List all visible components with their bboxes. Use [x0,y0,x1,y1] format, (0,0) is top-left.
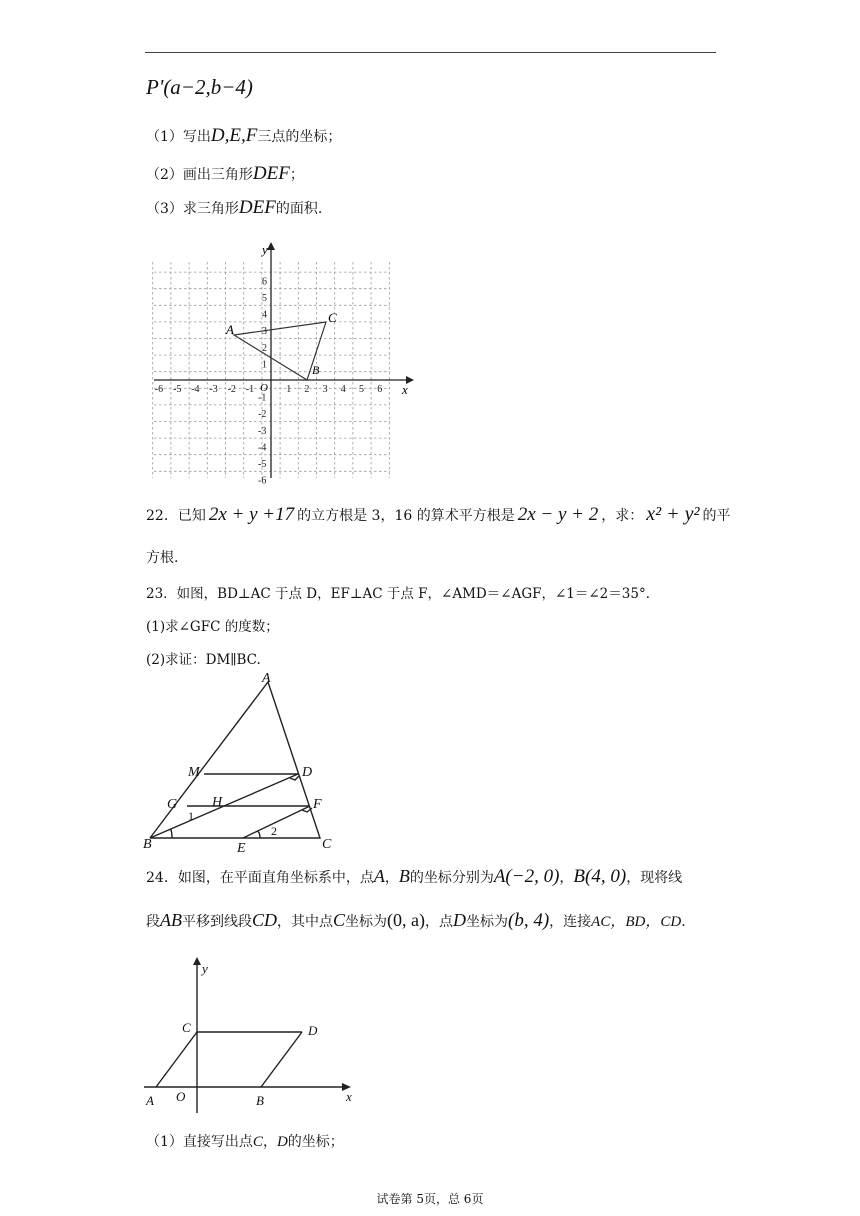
label-g: G [167,797,178,812]
x-tick-label: -6 [154,384,164,395]
x-tick-label: -2 [227,384,236,395]
q24-line2: 段AB平移到线段CD，其中点C坐标为(0, a)，点D坐标为(b, 4)，连接AC，BD，CD. [146,910,686,931]
geometry-triangle-figure [140,670,340,852]
y-tick-label: -4 [258,442,267,454]
q23-part1: (1)求∠GFC 的度数； [146,619,279,635]
q22-line2: 方根. [146,550,179,566]
y-axis-arrow [267,242,275,250]
y-axis-arrow [193,957,201,965]
x-tick-label: -5 [173,384,182,395]
triangle-abc-outline [150,682,320,838]
label-m: M [188,765,200,780]
q21-part3: （3）求三角形DEF的面积. [146,197,323,218]
point-a-label: A [226,322,234,337]
x-tick-label: 4 [340,384,346,395]
y-tick-label: 4 [262,309,267,321]
x-label: x [346,1089,352,1104]
q24-line1: 24．如图，在平面直角坐标系中，点A，B的坐标分别为A(−2, 0)，B(4, 0)，现将线 [146,866,683,887]
q24-part1: （1）直接写出点C，D的坐标； [146,1134,344,1150]
label-a: A [262,671,271,686]
x-tick-label: -3 [209,384,218,395]
label-f: F [313,797,322,812]
label-o: O [176,1089,186,1104]
y-tick-label: 6 [262,276,267,288]
y-tick-label: -2 [258,409,267,421]
q21-part2: （2）画出三角形DEF； [146,163,304,184]
label-b: B [143,837,152,852]
x-tick-label: -4 [191,384,200,395]
x-tick-label: -1 [245,384,255,395]
y-tick-label: -6 [258,475,267,486]
point-c-label: C [328,310,337,325]
coordinate-grid-figure [140,228,420,486]
y-axis-label: y [262,242,268,257]
y-tick-label: 5 [262,293,267,304]
angle-1-arc [170,829,172,838]
q23-part2: (2)求证：DM∥BC. [146,652,261,668]
x-tick-label: 5 [359,384,364,395]
q22-line1: 22．已知 2x + y +17 的立方根是 3，16 的算术平方根是 2x − y + 2 ，求： x² + y² 的平 [146,503,731,525]
x-tick-label: 2 [304,384,310,395]
y-tick-label: 2 [262,342,267,354]
label-d: D [308,1023,318,1038]
parallelogram-figure [140,955,370,1113]
x-axis-label: x [402,382,408,397]
label-c: C [182,1020,191,1035]
angle-1-label: 1 [188,809,194,823]
y-tick-label: -3 [258,425,267,437]
angle-2-label: 2 [271,824,277,838]
x-tick-label: 1 [286,384,292,395]
label-b: B [256,1093,264,1108]
header-expression: P'(a−2,b−4) [146,75,253,99]
y-tick-label: -1 [258,392,267,404]
origin-label: O [260,382,268,394]
x-tick-label: 6 [377,384,383,395]
x-tick-label: 3 [322,384,328,395]
y-label: y [202,961,208,976]
y-tick-label: 3 [262,326,267,338]
y-tick-label: -5 [258,459,267,470]
page-footer: 试卷第 5页，总 6页 [376,1192,484,1206]
segment-bd [261,1032,302,1087]
y-tick-label: 1 [262,359,267,371]
q23-line1: 23．如图，BD⊥AC 于点 D，EF⊥AC 于点 F，∠AMD＝∠AGF，∠1＝∠2＝35°． [146,586,660,602]
point-b-label: B [312,363,320,377]
q21-part1: （1）写出D,E,F三点的坐标； [146,125,342,146]
segment-ac [156,1032,197,1087]
label-e: E [237,841,246,852]
label-h: H [212,795,223,810]
label-c: C [322,837,332,852]
header-rule [145,52,716,53]
label-a: A [146,1093,154,1108]
label-d: D [302,765,313,780]
angle-2-arc [257,831,260,838]
